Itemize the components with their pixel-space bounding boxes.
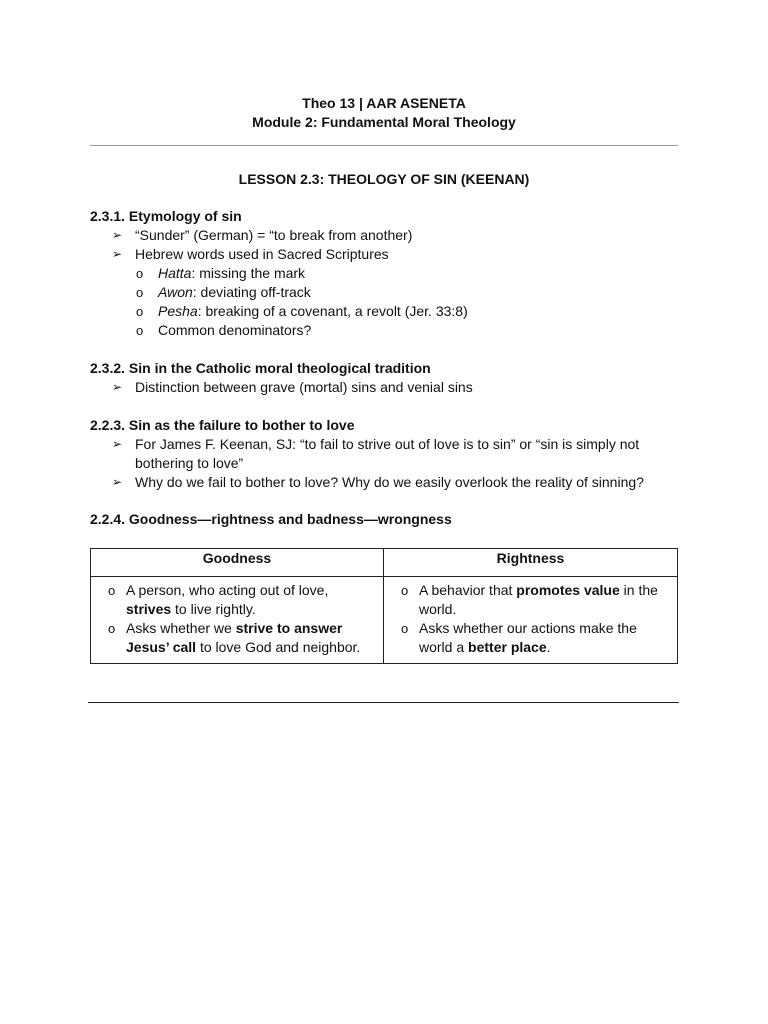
circle-bullet-icon: o	[401, 621, 409, 636]
arrow-bullet-icon: ➢	[112, 228, 123, 242]
cell-list-item	[101, 619, 373, 657]
cell-text: .	[546, 639, 551, 655]
section-catholic-tradition	[90, 359, 690, 397]
footer-divider	[88, 702, 679, 703]
bullet-list	[90, 435, 670, 492]
circle-bullet-icon: o	[136, 266, 144, 281]
circle-bullet-icon: o	[401, 583, 409, 598]
cell-text: to love God and neighbor.	[196, 639, 361, 655]
sub-list-item	[90, 264, 690, 283]
column-header-goodness: Goodness	[91, 549, 384, 577]
section-etymology	[90, 207, 690, 340]
course-title: Theo 13 | AAR ASENETA	[302, 95, 466, 111]
section-heading: 2.2.4. Goodness—rightness and badness—wrongness	[90, 511, 452, 527]
term-definition: : breaking of a covenant, a revolt (Jer. 33:8)	[197, 303, 468, 319]
circle-bullet-icon: o	[136, 323, 144, 338]
list-item-text: Why do we fail to bother to love? Why do we easily overlook the reality of sinning?	[135, 474, 644, 490]
list-item	[90, 435, 670, 473]
cell-emphasis: better place	[468, 639, 547, 655]
sub-list-item	[90, 302, 690, 321]
bullet-list	[90, 378, 690, 397]
cell-list-item	[394, 619, 667, 657]
list-item-text: Hebrew words used in Sacred Scriptures	[135, 246, 389, 262]
list-item	[90, 226, 690, 245]
circle-bullet-icon: o	[136, 304, 144, 319]
module-title: Module 2: Fundamental Moral Theology	[252, 114, 516, 130]
cell-emphasis: strives	[126, 601, 172, 617]
term-definition: : missing the mark	[191, 265, 306, 281]
hebrew-term: Hatta	[158, 265, 192, 281]
section-heading: 2.2.3. Sin as the failure to bother to love	[90, 417, 355, 433]
cell-list-item	[394, 581, 667, 619]
sub-list-item	[90, 283, 690, 302]
arrow-bullet-icon: ➢	[112, 437, 123, 451]
section-goodness-rightness	[90, 510, 690, 529]
table-cell-rightness	[384, 577, 678, 664]
arrow-bullet-icon: ➢	[112, 380, 123, 394]
cell-emphasis: strive to answer Jesus’ call	[126, 620, 343, 655]
bullet-list	[90, 226, 690, 340]
list-item-text: Distinction between grave (mortal) sins and venial sins	[135, 379, 473, 395]
column-header-rightness: Rightness	[384, 549, 678, 577]
section-heading: 2.3.2. Sin in the Catholic moral theological tradition	[90, 360, 431, 376]
circle-bullet-icon: o	[108, 583, 116, 598]
section-failure-to-love	[90, 416, 670, 492]
term-definition: : deviating off-track	[192, 284, 311, 300]
lesson-title: LESSON 2.3: THEOLOGY OF SIN (KEENAN)	[238, 171, 530, 187]
header-divider	[90, 145, 678, 146]
cell-text: in the world.	[419, 582, 658, 617]
section-heading: 2.3.1. Etymology of sin	[90, 208, 242, 224]
sub-list-item-text: Common denominators?	[158, 322, 312, 338]
list-item	[90, 245, 690, 264]
cell-text: A person, who acting out of love,	[126, 582, 329, 598]
table-header-row	[91, 549, 678, 577]
circle-bullet-icon: o	[136, 285, 144, 300]
hebrew-term: Awon	[158, 284, 193, 300]
arrow-bullet-icon: ➢	[112, 475, 123, 489]
list-item-text: “Sunder” (German) = “to break from another)	[135, 227, 413, 243]
cell-list-item	[101, 581, 373, 619]
table-row	[91, 577, 678, 664]
hebrew-term: Pesha	[158, 303, 198, 319]
list-item	[90, 473, 670, 492]
list-item-text: For James F. Keenan, SJ: “to fail to strive out of love is to sin” or “sin is simply not bothering to love”	[135, 436, 640, 471]
cell-text: Asks whether we	[126, 620, 236, 636]
goodness-rightness-table	[90, 548, 678, 664]
sub-list-item	[90, 321, 690, 340]
cell-emphasis: promotes value	[516, 582, 620, 598]
cell-text: to live rightly.	[171, 601, 256, 617]
table-cell-goodness	[91, 577, 384, 664]
arrow-bullet-icon: ➢	[112, 247, 123, 261]
cell-text: Asks whether our actions make the world a	[419, 620, 637, 655]
circle-bullet-icon: o	[108, 621, 116, 636]
cell-text: A behavior that	[419, 582, 517, 598]
list-item	[90, 378, 690, 397]
